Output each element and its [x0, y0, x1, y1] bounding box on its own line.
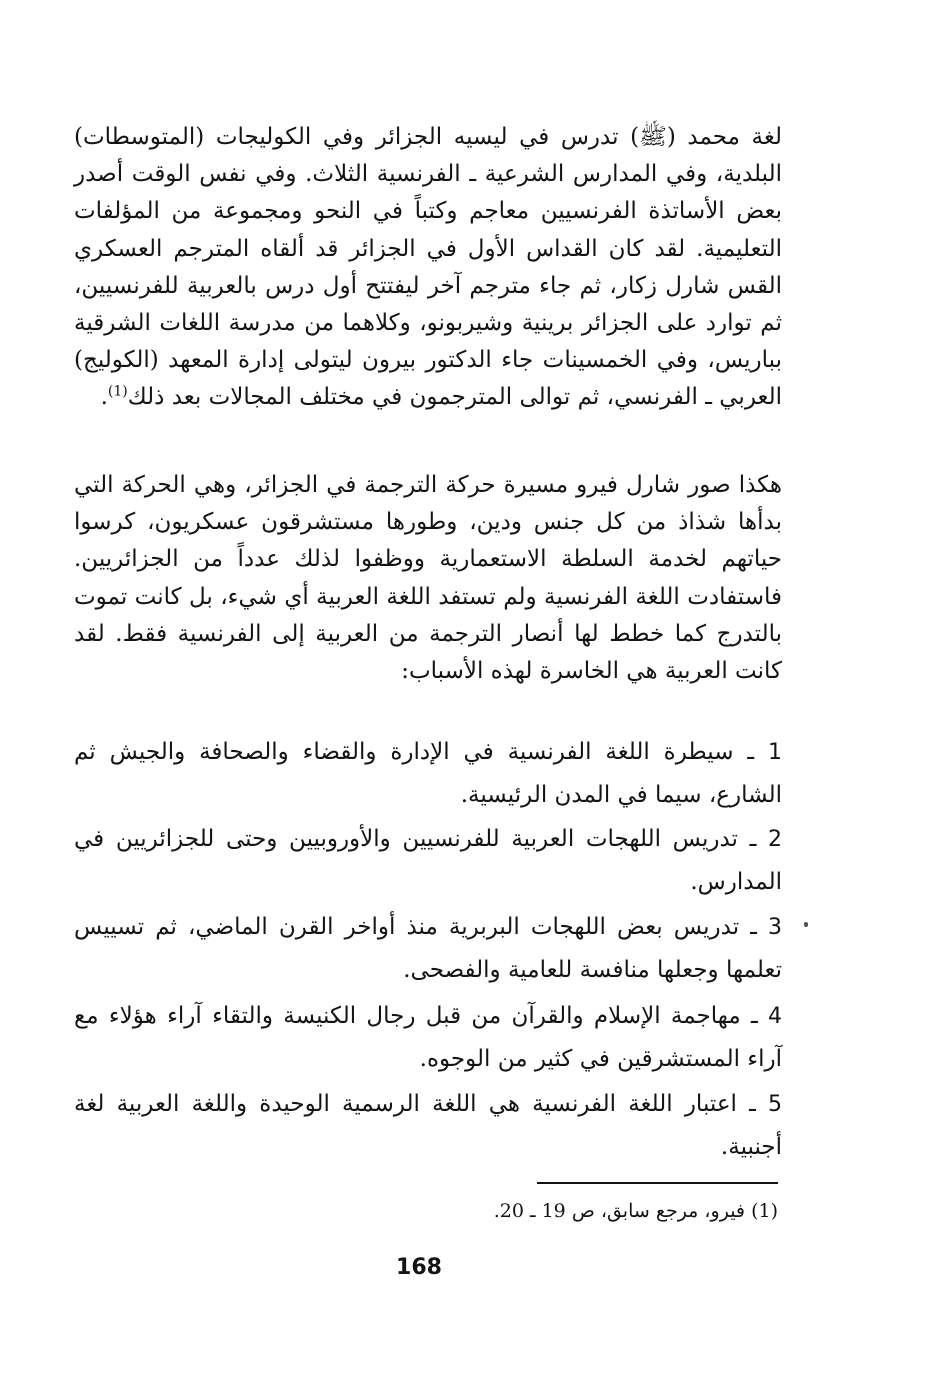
list-item-number: 4: [768, 1004, 783, 1029]
scan-speck: [804, 922, 808, 927]
footnote-reference: (1): [107, 383, 128, 400]
list-item: [74, 818, 782, 903]
list-item-text: ـ تدريس اللهجات العربية للفرنسيين والأوروبيين وحتى للجزائريين في المدارس.: [74, 826, 782, 895]
list-item: [74, 731, 782, 816]
footnote-separator: [537, 1182, 778, 1184]
footnote-marker: (1): [751, 1200, 778, 1222]
list-item-number: 5: [767, 1092, 782, 1117]
paragraph-2: [74, 467, 782, 690]
list-item-text: ـ مهاجمة الإسلام والقرآن من قبل رجال الكنيسة والتقاء آراء هؤلاء مع آراء المستشرقين في كثير من الوجوه.: [74, 1003, 782, 1072]
footnote: [278, 1196, 778, 1226]
paragraph-2-text: هكذا صور شارل فيرو مسيرة حركة الترجمة في الجزائر، وهي الحركة التي بدأها شذاذ من كل جنس ودين، وطورها مستشرقون عسكريون، كرسوا حياتهم لخدمة السلطة الاستعمارية ووظفوا لذلك عدداً من الجزائريين. فاستفادت اللغة الفرنسية ولم تستفد اللغة العربية أي شيء، بل كانت تموت بالتدرج كما خطط لها أنصار الترجمة من العربية إلى الفرنسية فقط. لقد كانت العربية هي الخاسرة لهذه الأسباب:: [74, 472, 782, 685]
paragraph-1: لغة محمد (ﷺ) تدرس في ليسيه الجزائر وفي الكوليجات (المتوسطات) البلدية، وفي المدارس الشرعية ـ الفرنسية الثلاث. وفي نفس الوقت أصدر بعض الأساتذة الفرنسيين معاجم وكتباً في النحو ومجموعة من المؤلفات التعليمية. لقد كان القداس الأول في الجزائر قد ألقاه المترجم العسكري القس شارل زكار، ثم جاء مترجم آخر ليفتتح أول درس بالعربية للفرنسيين، ثم توارد على الجزائر برينية وشيربونو، وكلاهما من مدرسة اللغات الشرقية بباريس، وفي الخمسينات جاء الدكتور بيرون ليتولى إدارة المعهد (الكوليج) العربي ـ الفرنسي، ثم توالى المترجمون في مختلف المجالات بعد ذلك$^{(1)}$.: [74, 124, 783, 411]
list-item: [74, 995, 782, 1080]
list-item-number: 1: [768, 740, 783, 765]
list-item: [74, 1083, 782, 1168]
list-item-number: 2: [768, 827, 782, 852]
list-item-number: 3: [768, 915, 783, 940]
footnote-text: فيرو، مرجع سابق، ص 19 ـ 20.: [493, 1200, 746, 1222]
list-item-text: ـ تدريس بعض اللهجات البربرية منذ أواخر القرن الماضي، ثم تسييس تعلمها وجعلها منافسة للعامية والفصحى.: [74, 914, 782, 983]
list-item-text: ـ اعتبار اللغة الفرنسية هي اللغة الرسمية الوحيدة واللغة العربية لغة أجنبية.: [74, 1091, 782, 1160]
list-item: [74, 906, 782, 991]
list-item-text: ـ سيطرة اللغة الفرنسية في الإدارة والقضاء والصحافة والجيش ثم الشارع، سيما في المدن الرئيسية.: [74, 739, 782, 808]
page-number: 168: [396, 1255, 442, 1280]
paragraph-1-text: لغة محمد (ﷺ) تدرس في ليسيه الجزائر وفي الكوليجات (المتوسطات) البلدية، وفي المدارس الشرعية ـ الفرنسية الثلاث. وفي نفس الوقت أصدر بعض الأساتذة الفرنسيين معاجم وكتباً في النحو ومجموعة من المؤلفات التعليمية. لقد كان القداس الأول في الجزائر قد ألقاه المترجم العسكري القس شارل زكار، ثم جاء مترجم آخر ليفتتح أول درس بالعربية للفرنسيين، ثم توارد على الجزائر برينية وشيربونو، وكلاهما من مدرسة اللغات الشرقية بباريس، وفي الخمسينات جاء الدكتور بيرون ليتولى إدارة المعهد (الكوليج) العربي ـ الفرنسي، ثم توالى المترجمون في مختلف المجالات بعد ذلك: [74, 124, 783, 411]
